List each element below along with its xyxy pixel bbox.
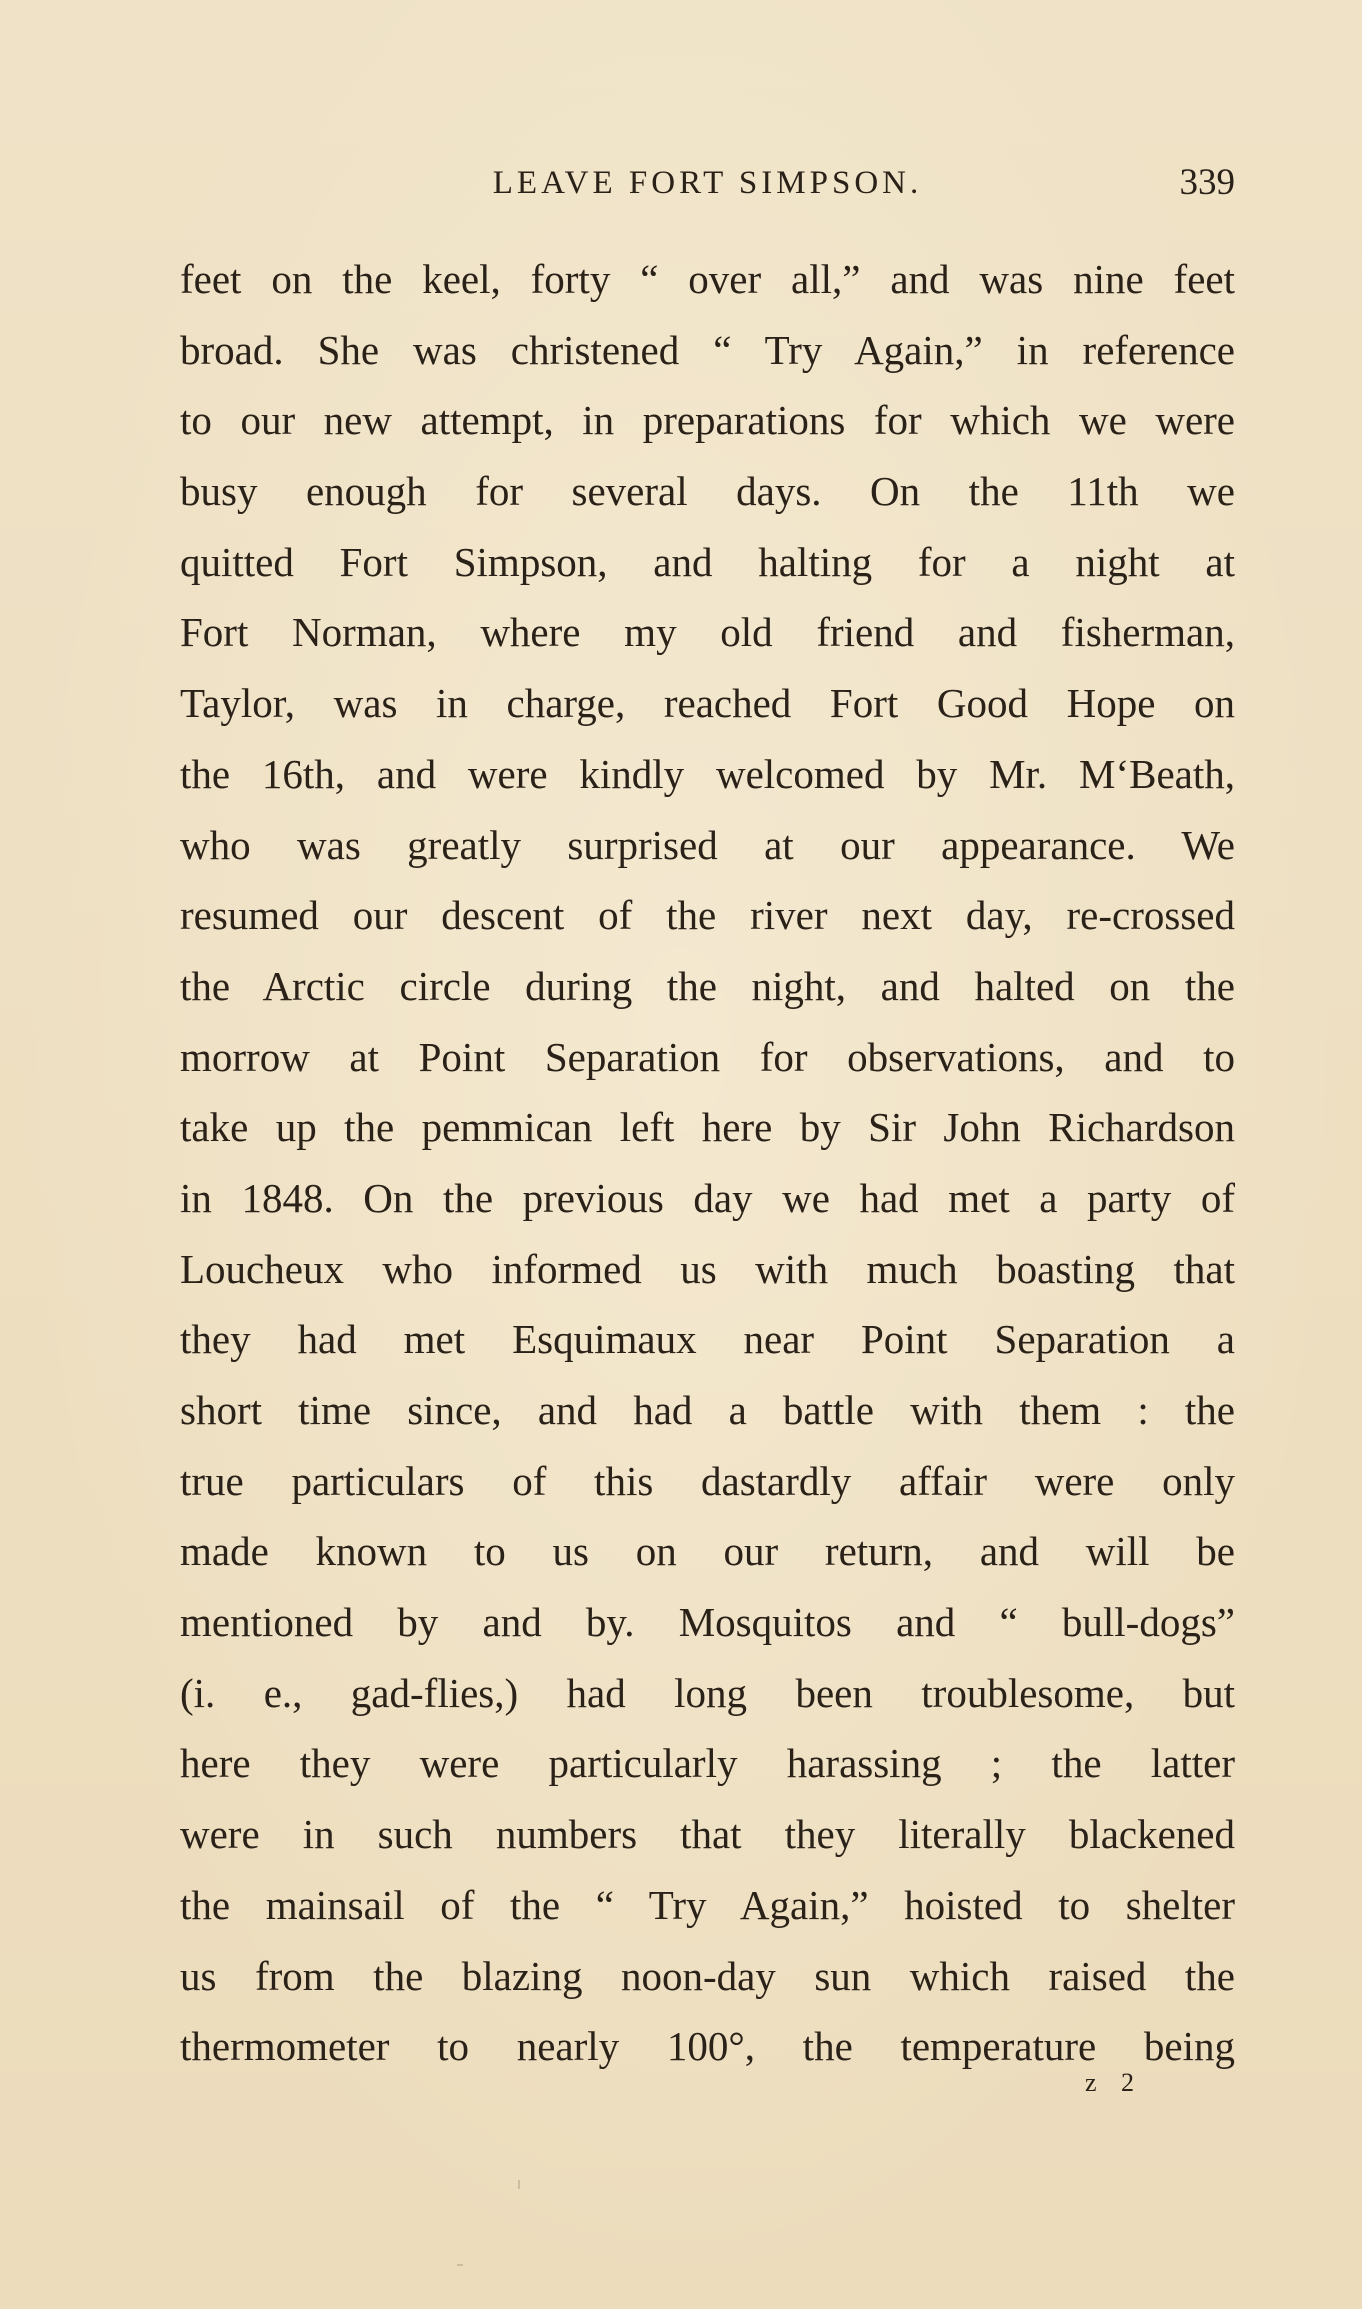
text-line: short time since, and had a battle with them : the — [180, 1387, 1235, 1433]
paper-speck — [518, 2180, 520, 2189]
text-line: the 16th, and were kindly welcomed by Mr. M‘Beath, — [180, 750, 1235, 797]
signature-mark: z 2 — [1085, 2068, 1144, 2097]
text-line: true particulars of this dastardly affair were only — [180, 1457, 1235, 1504]
text-line: Taylor, was in charge, reached Fort Good Hope on — [180, 680, 1235, 727]
text-line: thermometer to nearly 100°, the temperature being — [180, 2023, 1235, 2070]
text-line: (i. e., gad-flies,) had long been troublesome, but — [180, 1669, 1235, 1716]
text-line: the mainsail of the “ Try Again,” hoisted to shelter — [180, 1881, 1235, 1928]
text-line: Fort Norman, where my old friend and fisherman, — [180, 609, 1235, 656]
text-line: morrow at Point Separation for observations, and to — [180, 1033, 1235, 1080]
text-line: made known to us on our return, and will be — [180, 1528, 1235, 1575]
page-number: 339 — [1179, 162, 1235, 203]
text-line: they had met Esquimaux near Point Separation a — [180, 1316, 1235, 1363]
text-line: Loucheux who informed us with much boasting that — [180, 1245, 1235, 1292]
text-line: who was greatly surprised at our appearance. We — [180, 821, 1235, 868]
text-line: broad. She was christened “ Try Again,” in reference — [180, 326, 1235, 373]
text-line: busy enough for several days. On the 11th we — [180, 468, 1235, 515]
text-line: mentioned by and by. Mosquitos and “ bull-dogs” — [180, 1599, 1235, 1646]
body-text — [180, 244, 1235, 2082]
text-line: were in such numbers that they literally blackened — [180, 1811, 1235, 1858]
running-title: LEAVE FORT SIMPSON. — [492, 165, 923, 201]
text-line: in 1848. On the previous day we had met a party of — [180, 1174, 1235, 1221]
text-line: quitted Fort Simpson, and halting for a night at — [180, 538, 1235, 585]
text-line: take up the pemmican left here by Sir John Richardson — [180, 1104, 1235, 1151]
paper-speck — [457, 2264, 463, 2266]
text-line: resumed our descent of the river next day, re-crossed — [180, 892, 1235, 939]
text-line: the Arctic circle during the night, and halted on the — [180, 962, 1235, 1009]
running-head — [180, 158, 1235, 208]
text-line: to our new attempt, in preparations for which we were — [180, 397, 1235, 444]
text-line: feet on the keel, forty “ over all,” and was nine feet — [180, 256, 1235, 302]
text-line: us from the blazing noon-day sun which raised the — [180, 1952, 1235, 1999]
text-line: here they were particularly harassing ; the latter — [180, 1740, 1235, 1787]
